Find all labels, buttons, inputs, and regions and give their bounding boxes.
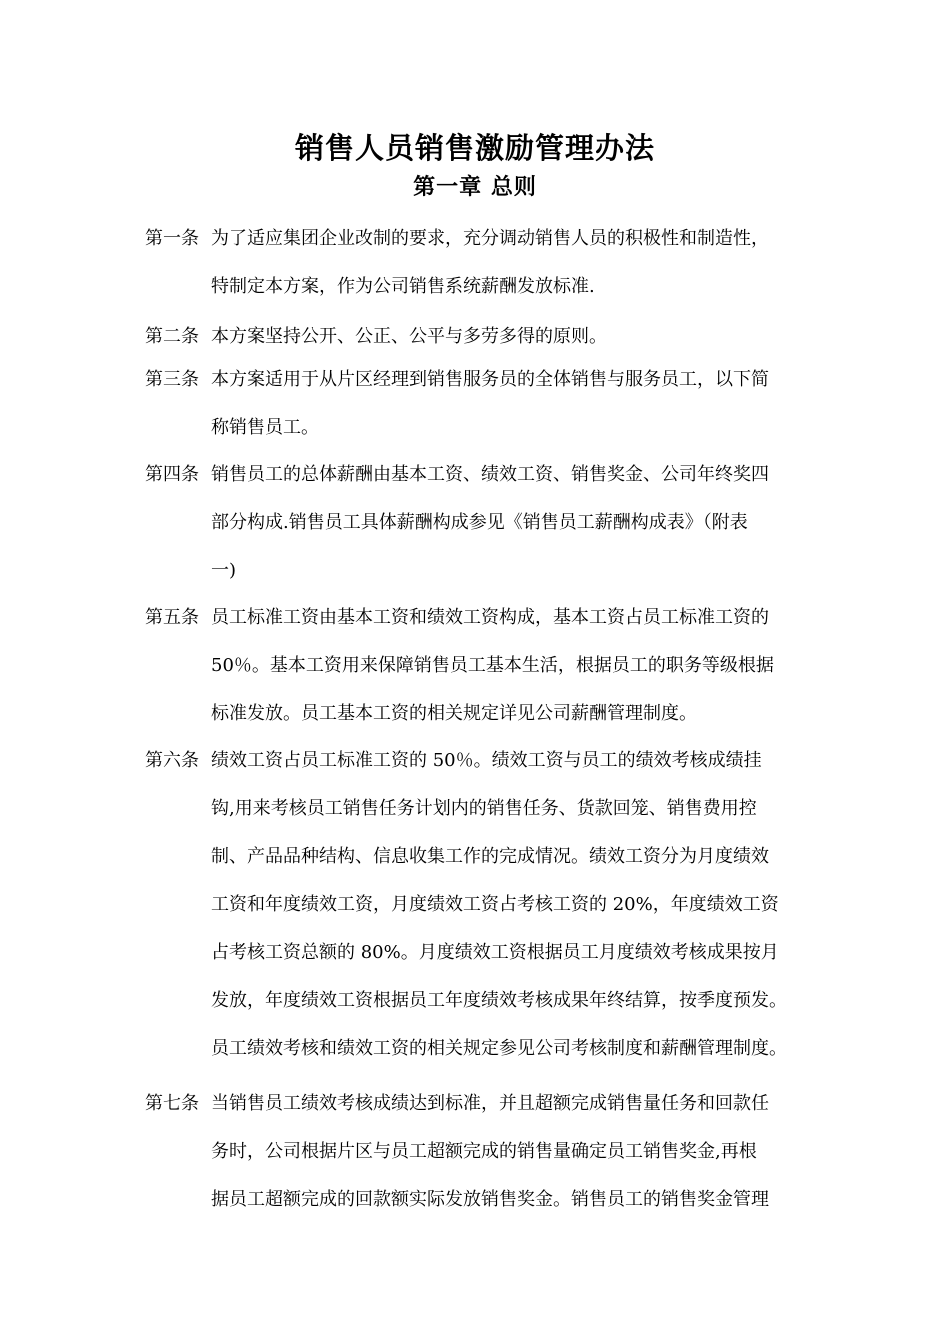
article-line: 本方案适用于从片区经理到销售服务员的全体销售与服务员工，以下简: [211, 369, 769, 390]
article-line: 当销售员工绩效考核成绩达到标准，并且超额完成销售量任务和回款任: [211, 1093, 769, 1114]
article-body: [211, 748, 841, 1084]
chapter-heading: 第一章 总则: [413, 174, 537, 200]
article-line: 员工标准工资由基本工资和绩效工资构成，基本工资占员工标准工资的: [211, 607, 769, 628]
article-body: [211, 367, 841, 463]
article-body: [211, 226, 841, 322]
article-line: 员工绩效考核和绩效工资的相关规定参见公司考核制度和薪酬管理制度。: [211, 1038, 787, 1059]
article-line: 本方案坚持公开、公正、公平与多劳多得的原则。: [211, 326, 607, 347]
article-line: 务时，公司根据片区与员工超额完成的销售量确定员工销售奖金,再根: [211, 1141, 757, 1162]
article-label: 第七条: [145, 1093, 199, 1114]
document-title: 销售人员销售激励管理办法: [294, 131, 655, 165]
article-body: [211, 462, 841, 606]
article-label: 第六条: [145, 750, 199, 771]
article-line: 为了适应集团企业改制的要求，充分调动销售人员的积极性和制造性，: [211, 228, 769, 249]
article-line: 部分构成.销售员工具体薪酬构成参见《销售员工薪酬构成表》（附表: [211, 512, 748, 533]
article-label: 第二条: [145, 326, 199, 347]
article-label: 第三条: [145, 369, 199, 390]
article-line: 钩,用来考核员工销售任务计划内的销售任务、货款回笼、销售费用控: [211, 798, 757, 819]
article-line: 制、产品品种结构、信息收集工作的完成情况。绩效工资分为月度绩效: [211, 846, 769, 867]
article-line: 标准发放。员工基本工资的相关规定详见公司薪酬管理制度。: [211, 703, 697, 724]
article-line: 据员工超额完成的回款额实际发放销售奖金。销售员工的销售奖金管理: [211, 1189, 769, 1210]
article-line: 一): [211, 560, 237, 581]
article-line: 工资和年度绩效工资，月度绩效工资占考核工资的 20%，年度绩效工资: [211, 894, 779, 915]
article-line: 50％。基本工资用来保障销售员工基本生活，根据员工的职务等级根据: [211, 655, 774, 676]
article-line: 特制定本方案，作为公司销售系统薪酬发放标准.: [211, 276, 595, 297]
article-line: 销售员工的总体薪酬由基本工资、绩效工资、销售奖金、公司年终奖四: [211, 464, 769, 485]
article-line: 占考核工资总额的 80%。月度绩效工资根据员工月度绩效考核成果按月: [211, 942, 779, 963]
article-line: 绩效工资占员工标准工资的 50％。绩效工资与员工的绩效考核成绩挂: [211, 750, 762, 771]
article-body: [211, 605, 841, 749]
article-label: 第一条: [145, 228, 199, 249]
article-body: [211, 1091, 841, 1235]
article-line: 称销售员工。: [211, 417, 319, 438]
article-label: 第四条: [145, 464, 199, 485]
article-line: 发放，年度绩效工资根据员工年度绩效考核成果年终结算，按季度预发。: [211, 990, 787, 1011]
article-body: [211, 324, 841, 372]
article-label: 第五条: [145, 607, 199, 628]
